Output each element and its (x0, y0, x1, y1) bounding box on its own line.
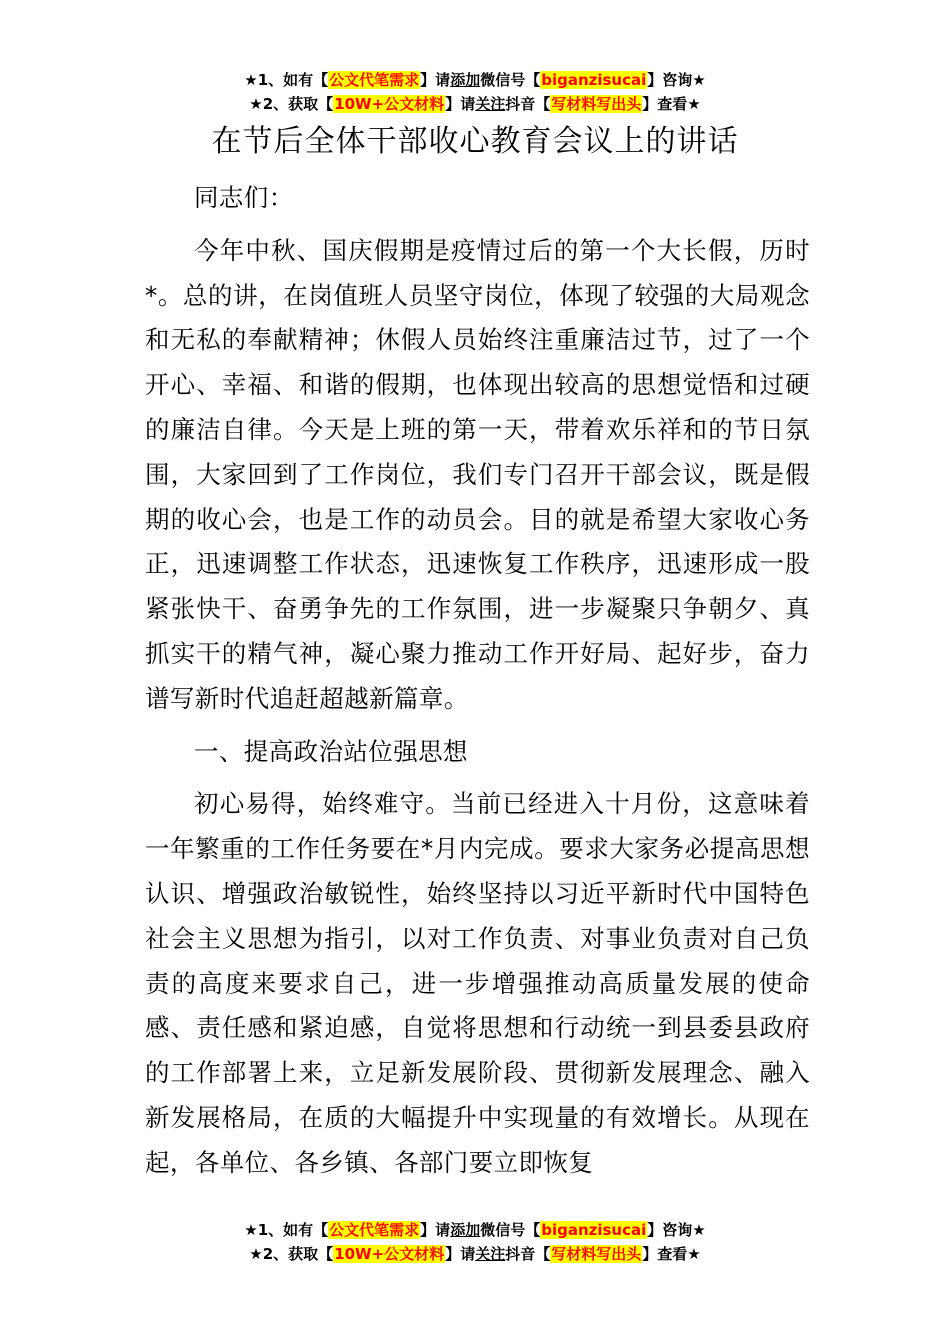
banner-line-1 (0, 68, 950, 92)
document-title: 在节后全体干部收心教育会议上的讲话 (211, 124, 739, 159)
banner-line-2 (0, 92, 950, 116)
document-body (145, 176, 810, 1186)
section-heading: 一、提高政治站位强思想 (194, 736, 468, 766)
banner-text: 抖音【 (505, 95, 551, 113)
salutation: 同志们： (194, 183, 294, 212)
banner-underlined: 添加 (450, 1221, 481, 1239)
banner-highlight: 公文代笔需求 (329, 71, 420, 89)
banner-text: ★1、如有【 (244, 71, 329, 89)
banner-text: 】请 (445, 95, 476, 113)
banner-highlight: 10W+公文材料 (334, 1245, 445, 1263)
banner-wechat-id: biganzisucai (541, 71, 647, 89)
banner-text: ★2、获取【 (249, 95, 334, 113)
banner-wechat-id: biganzisucai (541, 1221, 647, 1239)
banner-douyin-id: 写材料写出头 (551, 95, 642, 113)
banner-highlight: 10W+公文材料 (334, 95, 445, 113)
body-paragraph: 今年中秋、国庆假期是疫情过后的第一个大长假，历时*。总的讲，在岗值班人员坚守岗位，体现了较强的大局观念和无私的奉献精神；休假人员始终注重廉洁过节，过了一个开心、幸福、和谐的假期，也体现出较高的思想觉悟和过硬的廉洁自律。今天是上班的第一天，带着欢乐祥和的节日氛围，大家回到了工作岗位，我们专门召开干部会议，既是假期的收心会，也是工作的动员会。目的就是希望大家收心务正，迅速调整工作状态，迅速恢复工作秩序，迅速形成一股紧张快干、奋勇争先的工作氛围，进一步凝聚只争朝夕、真抓实干的精气神，凝心聚力推动工作开好局、起好步，奋力谱写新时代追赶超越新篇章。 (145, 235, 810, 713)
header-banner (0, 68, 950, 116)
banner-line-2 (0, 1242, 950, 1266)
banner-underlined: 添加 (450, 71, 481, 89)
banner-highlight: 公文代笔需求 (329, 1221, 420, 1239)
banner-text: 】咨询★ (647, 71, 706, 89)
banner-underlined: 关注 (475, 1245, 506, 1263)
banner-text: 微信号【 (480, 1221, 541, 1239)
banner-text: 】请 (445, 1245, 476, 1263)
banner-underlined: 关注 (475, 95, 506, 113)
banner-text: ★2、获取【 (249, 1245, 334, 1263)
body-paragraph: 初心易得，始终难守。当前已经进入十月份，这意味着一年繁重的工作任务要在*月内完成。要求大家务必提高思想认识、增强政治敏锐性，始终坚持以习近平新时代中国特色社会主义思想为指引，以对工作负责、对事业负责对自己负责的高度来要求自己，进一步增强推动高质量发展的使命感、责任感和紧迫感，自觉将思想和行动统一到县委县政府的工作部署上来，立足新发展阶段、贯彻新发展理念、融入新发展格局，在质的大幅提升中实现量的有效增长。从现在起，各单位、各乡镇、各部门要立即恢复 (145, 789, 810, 1177)
banner-text: 】请 (420, 71, 451, 89)
banner-text: 】咨询★ (647, 1221, 706, 1239)
banner-text: 】查看★ (642, 1245, 701, 1263)
banner-line-1 (0, 1218, 950, 1242)
banner-text: 微信号【 (480, 71, 541, 89)
banner-text: 抖音【 (505, 1245, 551, 1263)
banner-text: 】请 (420, 1221, 451, 1239)
footer-banner (0, 1218, 950, 1266)
banner-text: 】查看★ (642, 95, 701, 113)
banner-text: ★1、如有【 (244, 1221, 329, 1239)
banner-douyin-id: 写材料写出头 (551, 1245, 642, 1263)
